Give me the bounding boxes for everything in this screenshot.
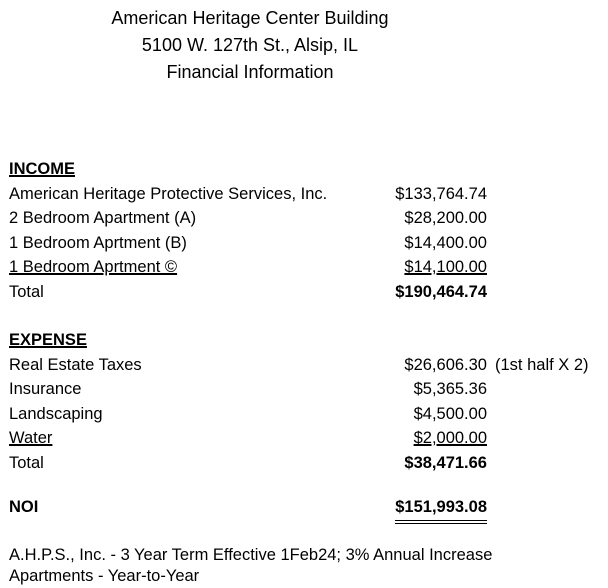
row-amount: $28,200.00	[404, 209, 487, 227]
row-note-spacer	[487, 231, 608, 256]
row-amount: $14,100.00	[404, 258, 487, 276]
expense-total-amount: $38,471.66	[404, 453, 487, 472]
income-total-amount: $190,464.74	[395, 282, 487, 301]
row-note-spacer	[487, 255, 608, 280]
row-note-spacer	[487, 495, 608, 524]
row-label: 1 Bedroom Aprtment (B)	[9, 233, 187, 252]
title-address: 5100 W. 127th St., Alsip, IL	[141, 35, 359, 55]
income-total-row	[9, 280, 608, 305]
title-subtitle: Financial Information	[166, 62, 334, 82]
row-amount: $4,500.00	[413, 404, 487, 423]
row-amount: $14,400.00	[404, 233, 487, 252]
table-row	[9, 377, 608, 402]
income-heading: INCOME	[9, 160, 75, 178]
row-note-spacer	[487, 426, 608, 451]
row-amount: $26,606.30	[404, 355, 487, 374]
table-row	[9, 353, 608, 378]
row-note-spacer	[487, 402, 608, 427]
noi-label: NOI	[9, 498, 39, 516]
row-note: (1st half X 2)	[495, 355, 589, 374]
expense-heading: EXPENSE	[9, 331, 87, 349]
row-note-spacer	[487, 451, 608, 476]
row-amount: $2,000.00	[413, 429, 487, 447]
row-label: 2 Bedroom Apartment (A)	[9, 209, 197, 227]
footer-note-ahps-term: A.H.P.S., Inc. - 3 Year Term Effective 1Feb24; 3% Annual Increase	[9, 545, 493, 564]
income-section	[9, 157, 608, 304]
expense-section	[9, 328, 608, 475]
noi-amount: $151,993.08	[395, 495, 487, 524]
row-amount: $5,365.36	[413, 380, 487, 398]
title-building-name: American Heritage Center Building	[111, 8, 389, 28]
row-label: 1 Bedroom Aprtment ©	[9, 258, 178, 276]
table-row	[9, 426, 608, 451]
row-label: American Heritage Protective Services, Inc.	[9, 184, 328, 203]
row-label: Water	[9, 429, 53, 447]
row-note-spacer	[487, 182, 608, 207]
footer-notes	[9, 545, 608, 588]
footer-note-apartments: Apartments - Year-to-Year	[9, 567, 200, 585]
table-row	[9, 255, 608, 280]
row-note-spacer	[487, 280, 608, 305]
row-label: Total	[9, 282, 44, 301]
row-note-spacer	[487, 377, 608, 402]
table-row	[9, 182, 608, 207]
row-label: Real Estate Taxes	[9, 355, 142, 374]
row-label: Insurance	[9, 380, 82, 398]
expense-total-row	[9, 451, 608, 476]
table-row	[9, 402, 608, 427]
table-row	[9, 231, 608, 256]
row-label: Landscaping	[9, 404, 103, 423]
noi-amount-cell	[357, 495, 487, 524]
row-amount: $133,764.74	[395, 184, 487, 203]
document-title	[0, 0, 500, 86]
row-note-spacer	[487, 206, 608, 231]
noi-row	[9, 495, 608, 524]
row-label: Total	[9, 453, 44, 472]
table-row	[9, 206, 608, 231]
